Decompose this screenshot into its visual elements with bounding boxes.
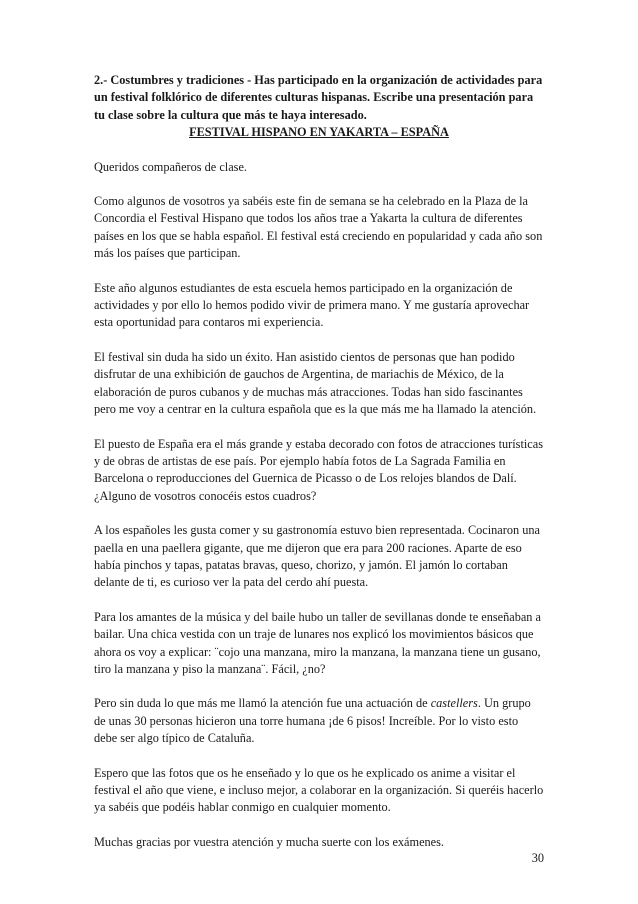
- exercise-question: 2.- Costumbres y tradiciones - Has participado en la organización de actividades para un festival folklórico de diferentes culturas hispanas. Escribe una presentación para tu clase sobre la cultura que más te haya interesado.: [94, 73, 543, 122]
- farewell: Muchas gracias por vuestra atención y mucha suerte con los exámenes.: [94, 834, 444, 849]
- paragraph-castellers: [94, 695, 544, 747]
- paragraph-success: El festival sin duda ha sido un éxito. Han asistido cientos de personas que han podido disfrutar de una exhibición de gauchos de Argentina, de mariachis de México, de la elaboración de puros cubanos y de muchas más atracciones. Todas han sido fascinantes pero me voy a centrar en la cultura española que es la que más me ha llamado la atención.: [94, 349, 537, 417]
- paragraph-closing: Espero que las fotos que os he enseñado y lo que os he explicado os anime a visitar el festival el año que viene, e incluso mejor, a colaborar en la organización. Si queréis hacerlo ya sabéis que podéis hablar conmigo en cualquier momento.: [94, 765, 544, 815]
- castellers-text-before: Pero sin duda lo que más me llamó la atención fue una actuación de: [94, 696, 431, 711]
- page-number: 30: [531, 851, 544, 865]
- document-title: FESTIVAL HISPANO EN YAKARTA – ESPAÑA: [189, 125, 449, 140]
- paragraph-sevillanas: Para los amantes de la música y del baile hubo un taller de sevillanas donde te enseñaban a bailar. Una chica vestida con un traje de lunares nos explicó los movimientos básicos que ahora os voy a explicar: ¨cojo una manzana, miro la manzana, la manzana tiene un gusano, tiro la manzana y piso la manzana¨. Fácil, ¿no?: [94, 609, 541, 676]
- greeting: Queridos compañeros de clase.: [94, 159, 247, 174]
- castellers-word: castellers: [430, 696, 478, 711]
- paragraph-gastronomy: A los españoles les gusta comer y su gastronomía estuvo bien representada. Cocinaron una paella en una paellera gigante, que me dijeron que era para 200 raciones. Aparte de eso había pinchos y tapas, patatas bravas, queso, chorizo, y jamón. El jamón lo cortaban delante de ti, es curioso ver la pata del cerdo ahí puesta.: [94, 523, 540, 590]
- paragraph-intro: Como algunos de vosotros ya sabéis este fin de semana se ha celebrado en la Plaza de la Concordia el Festival Hispano que todos los años trae a Yakarta la cultura de diferentes países en los que se habla español. El festival está creciendo en popularidad y cada año son más los países que participan.: [94, 194, 543, 261]
- document-body: [94, 72, 544, 868]
- castellers-text-after: . Un grupo de unas 30 personas hicieron una torre humana ¡de 6 pisos! Increíble. Por lo visto esto debe ser algo típico de Cataluña.: [94, 696, 531, 746]
- paragraph-organization: Este año algunos estudiantes de esta escuela hemos participado en la organización de actividades y por ello lo hemos podido vivir de primera mano. Y me gustaría aprovechar esta oportunidad para contaros mi experiencia.: [94, 280, 530, 330]
- paragraph-spain-stand: El puesto de España era el más grande y estaba decorado con fotos de atracciones turísticas y de obras de artistas de ese país. Por ejemplo había fotos de La Sagrada Familia en Barcelona o reproducciones del Guernica de Picasso o de Los relojes blandos de Dalí. ¿Alguno de vosotros conocéis estos cuadros?: [94, 436, 543, 503]
